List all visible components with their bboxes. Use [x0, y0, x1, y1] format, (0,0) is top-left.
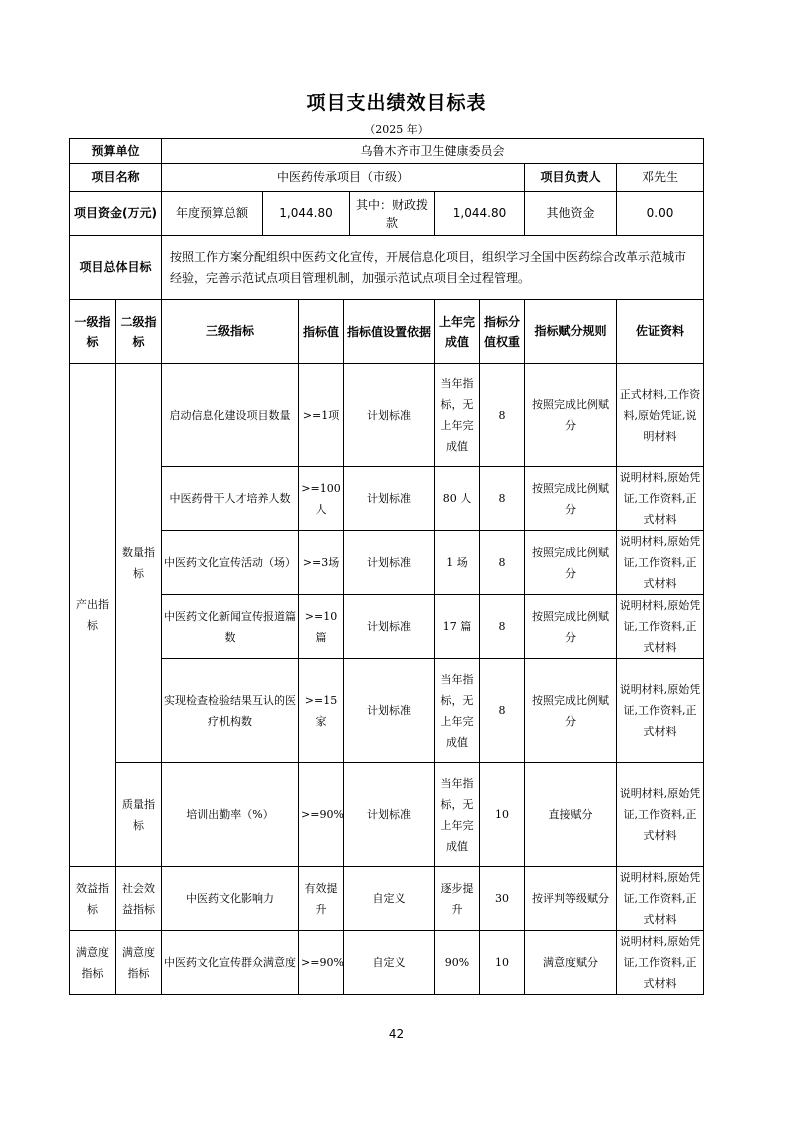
- indicator-value: >=100人: [299, 467, 344, 531]
- header-row: [70, 300, 704, 364]
- indicator-basis: 计划标准: [344, 364, 435, 467]
- table-row: [70, 931, 704, 995]
- indicator-basis: 计划标准: [344, 467, 435, 531]
- annual-label: 年度预算总额: [162, 192, 263, 235]
- indicator-basis: 计划标准: [344, 763, 435, 867]
- indicator-name: 中医药文化宣传群众满意度: [162, 931, 299, 995]
- indicator-value: >=90%: [299, 931, 344, 995]
- indicator-weight: 8: [480, 467, 525, 531]
- indicator-rule: 满意度赋分: [525, 931, 617, 995]
- indicator-name: 中医药文化影响力: [162, 867, 299, 931]
- indicator-name: 实现检查检验结果互认的医疗机构数: [162, 659, 299, 763]
- header-level3: 三级指标: [162, 300, 299, 364]
- indicator-rule: 直接赋分: [525, 763, 617, 867]
- indicator-basis: 计划标准: [344, 595, 435, 659]
- group-quantity: 数量指标: [116, 364, 162, 763]
- group-social: 社会效益指标: [116, 867, 162, 931]
- indicator-last: 当年指标，无上年完成值: [435, 763, 480, 867]
- table-row: [70, 595, 704, 659]
- owner-label: 项目负责人: [525, 164, 617, 192]
- year-subtitle: （2025 年）: [364, 123, 429, 136]
- performance-table: [69, 138, 704, 995]
- goal-label: 项目总体目标: [70, 236, 162, 300]
- indicator-value: >=15家: [299, 659, 344, 763]
- indicator-evidence: 说明材料,原始凭证,工作资料,正式材料: [617, 867, 704, 931]
- other-value: 0.00: [617, 192, 704, 236]
- table-row: [70, 364, 704, 467]
- page-number: 42: [388, 1027, 405, 1041]
- indicator-basis: 自定义: [344, 867, 435, 931]
- project-name-label: 项目名称: [70, 164, 162, 192]
- indicator-rule: 按照完成比例赋分: [525, 364, 617, 467]
- indicator-name: 中医药骨干人才培养人数: [162, 467, 299, 531]
- indicator-last: 80 人: [435, 467, 480, 531]
- indicator-evidence: 正式材料,工作资料,原始凭证,说明材料: [617, 364, 704, 467]
- indicator-last: 1 场: [435, 531, 480, 595]
- indicator-last: 逐步提升: [435, 867, 480, 931]
- fiscal-label: 其中：财政拨款: [350, 192, 435, 235]
- indicator-basis: 自定义: [344, 931, 435, 995]
- unit-value: 乌鲁木齐市卫生健康委员会: [162, 139, 704, 164]
- funds-label: 项目资金(万元): [70, 192, 162, 236]
- indicator-basis: 计划标准: [344, 659, 435, 763]
- row-unit: [70, 139, 704, 164]
- indicator-last: 当年指标，无上年完成值: [435, 659, 480, 763]
- indicator-evidence: 说明材料,原始凭证,工作资料,正式材料: [617, 531, 704, 595]
- indicator-weight: 8: [480, 364, 525, 467]
- page-title: 项目支出绩效目标表: [306, 92, 487, 114]
- indicator-rule: 按评判等级赋分: [525, 867, 617, 931]
- owner-value: 邓先生: [617, 164, 704, 192]
- indicator-value: >=90%: [299, 763, 344, 867]
- header-level1: 一级指标: [70, 300, 116, 364]
- group-quality: 质量指标: [116, 763, 162, 867]
- indicator-rule: 按照完成比例赋分: [525, 595, 617, 659]
- funds-split: [162, 192, 435, 236]
- header-value: 指标值: [299, 300, 344, 364]
- indicator-weight: 8: [480, 531, 525, 595]
- table-row: [70, 467, 704, 531]
- indicator-evidence: 说明材料,原始凭证,工作资料,正式材料: [617, 659, 704, 763]
- indicator-rule: 按照完成比例赋分: [525, 659, 617, 763]
- indicator-name: 启动信息化建设项目数量: [162, 364, 299, 467]
- indicator-name: 培训出勤率（%）: [162, 763, 299, 867]
- group-satisfaction: 满意度指标: [70, 931, 116, 995]
- header-basis: 指标值设置依据: [344, 300, 435, 364]
- header-evidence: 佐证资料: [617, 300, 704, 364]
- indicator-last: 90%: [435, 931, 480, 995]
- indicator-value: >=3场: [299, 531, 344, 595]
- indicator-evidence: 说明材料,原始凭证,工作资料,正式材料: [617, 931, 704, 995]
- row-goal: [70, 236, 704, 300]
- table-row: [70, 659, 704, 763]
- indicator-weight: 30: [480, 867, 525, 931]
- indicator-weight: 10: [480, 763, 525, 867]
- header-weight: 指标分值权重: [480, 300, 525, 364]
- indicator-basis: 计划标准: [344, 531, 435, 595]
- indicator-name: 中医药文化宣传活动（场）: [162, 531, 299, 595]
- group-output: 产出指标: [70, 364, 116, 867]
- row-name: [70, 164, 704, 192]
- other-label: 其他资金: [525, 192, 617, 236]
- indicator-evidence: 说明材料,原始凭证,工作资料,正式材料: [617, 763, 704, 867]
- indicator-weight: 8: [480, 659, 525, 763]
- indicator-last: 17 篇: [435, 595, 480, 659]
- indicator-last: 当年指标，无上年完成值: [435, 364, 480, 467]
- table-row: [70, 763, 704, 867]
- indicator-value: >=1项: [299, 364, 344, 467]
- indicator-rule: 按照完成比例赋分: [525, 531, 617, 595]
- row-funds: [70, 192, 704, 236]
- header-last-year: 上年完成值: [435, 300, 480, 364]
- indicator-weight: 8: [480, 595, 525, 659]
- indicator-name: 中医药文化新闻宣传报道篇数: [162, 595, 299, 659]
- table-row: [70, 867, 704, 931]
- fiscal-value: 1,044.80: [435, 192, 525, 236]
- indicator-weight: 10: [480, 931, 525, 995]
- annual-value: 1,044.80: [263, 192, 350, 235]
- indicator-value: >=10篇: [299, 595, 344, 659]
- header-rule: 指标赋分规则: [525, 300, 617, 364]
- project-name-value: 中医药传承项目（市级）: [162, 164, 525, 192]
- group-benefit: 效益指标: [70, 867, 116, 931]
- group-satisfaction-sub: 满意度指标: [116, 931, 162, 995]
- header-level2: 二级指标: [116, 300, 162, 364]
- goal-text: 按照工作方案分配组织中医药文化宣传，开展信息化项目，组织学习全国中医药综合改革示范城市经验，完善示范试点项目管理机制，加强示范试点项目全过程管理。: [162, 236, 704, 300]
- indicator-evidence: 说明材料,原始凭证,工作资料,正式材料: [617, 467, 704, 531]
- indicator-evidence: 说明材料,原始凭证,工作资料,正式材料: [617, 595, 704, 659]
- unit-label: 预算单位: [70, 139, 162, 164]
- table-row: [70, 531, 704, 595]
- indicator-rule: 按照完成比例赋分: [525, 467, 617, 531]
- indicator-value: 有效提升: [299, 867, 344, 931]
